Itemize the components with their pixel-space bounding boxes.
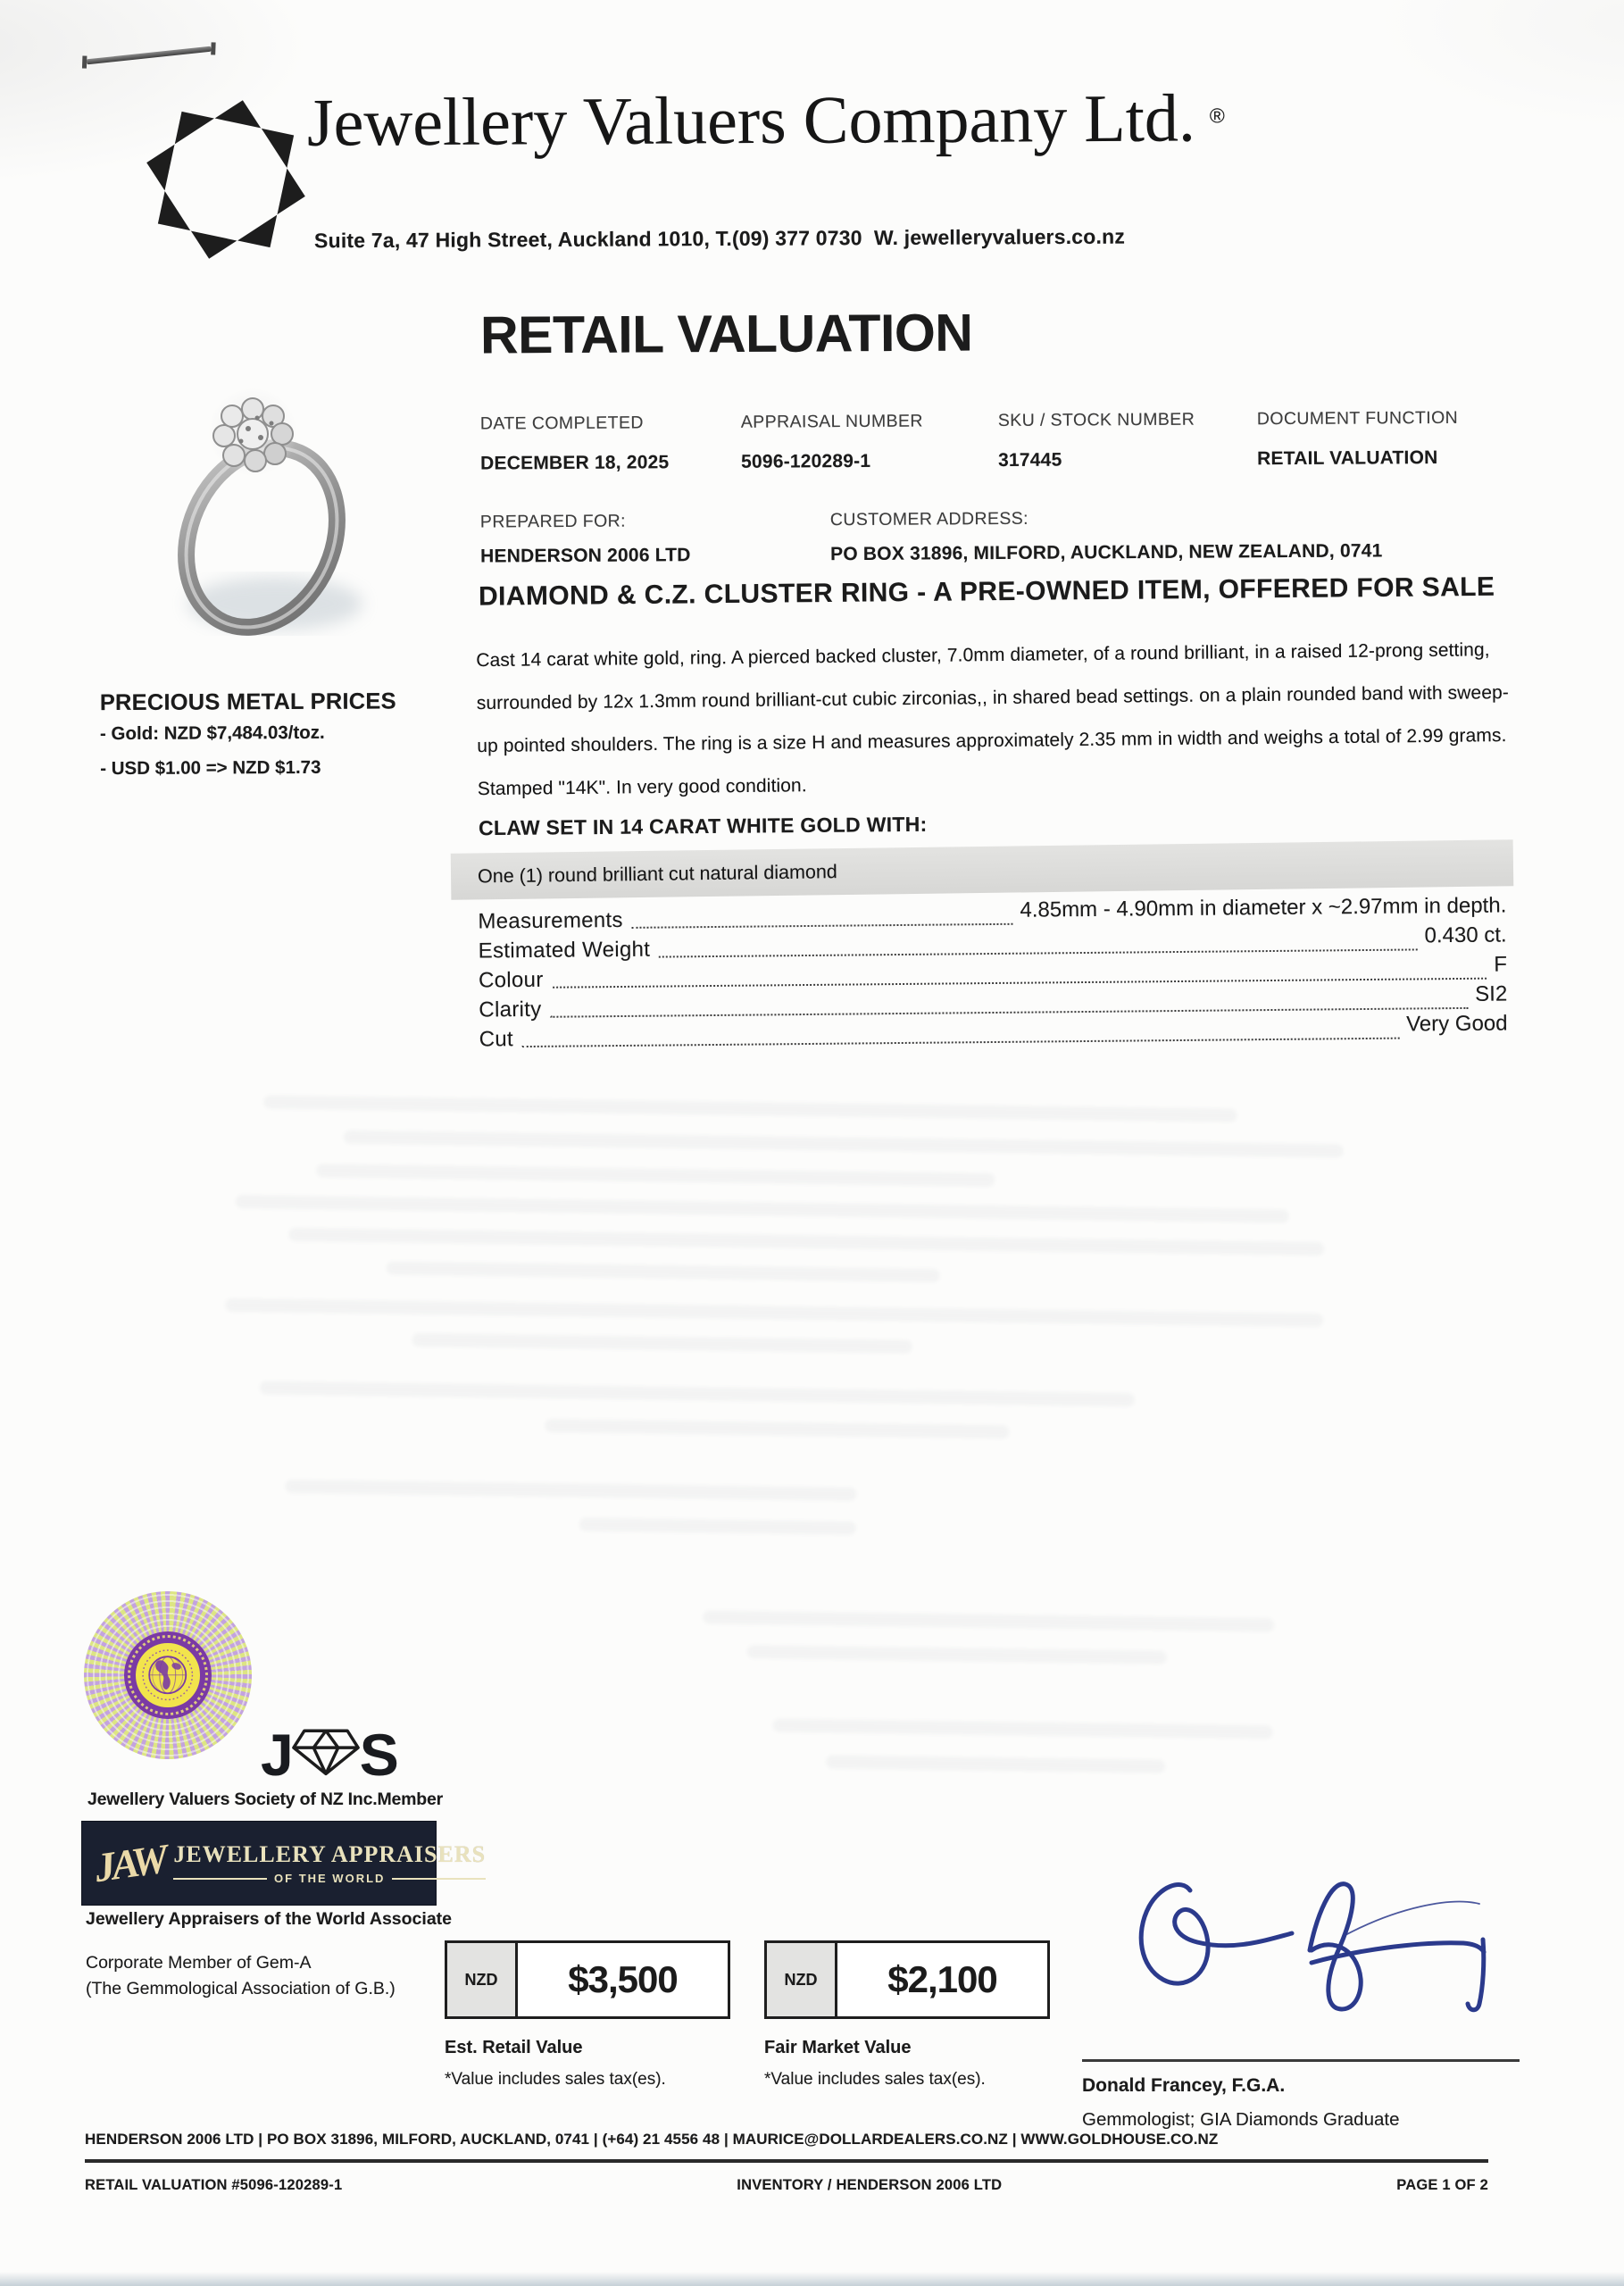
staple-icon <box>81 41 216 73</box>
field-date-completed: DATE COMPLETED DECEMBER 18, 2025 <box>479 413 670 474</box>
signature-line <box>1082 2059 1520 2062</box>
footer-right: PAGE 1 OF 2 <box>1396 2177 1488 2193</box>
fair-market-value-box <box>764 1940 1050 2019</box>
item-description: Cast 14 carat white gold, ring. A pierced backed cluster, 7.0mm diameter, of a round brilliant, in a raised 12-prong setting, surrounded by 12x 1.3mm round brilliant-cut cubic zirconias,, in shared bead settings. on a plain rounded band with sweep-up pointed shoulders. The ring is a size H and measures approximately 2.35 mm in width and weighs a total of 2.99 grams. Stamped "14K". In very good condition. <box>476 639 1510 800</box>
company-address-line: Suite 7a, 47 High Street, Auckland 1010, T.(09) 377 0730 W. jewelleryvaluers.co.nz <box>313 224 1126 253</box>
document-title: RETAIL VALUATION <box>479 303 973 365</box>
signature-image <box>1076 1850 1522 2051</box>
field-sku-stock-number: SKU / STOCK NUMBER 317445 <box>997 409 1195 471</box>
dotted-leader <box>522 1038 1399 1047</box>
stone-section-heading: CLAW SET IN 14 CARAT WHITE GOLD WITH: <box>478 812 928 840</box>
jvs-logo <box>261 1720 397 1788</box>
jaw-subtitle: OF THE WORLD <box>173 1872 486 1885</box>
item-headline: DIAMOND & C.Z. CLUSTER RING - A PRE-OWNED ITEM, OFFERED FOR SALE <box>478 572 1495 612</box>
metal-prices-heading: PRECIOUS METAL PRICES <box>99 688 396 716</box>
document-meta-fields <box>480 407 1520 474</box>
ring-photo-image <box>141 379 400 655</box>
footer-row <box>85 2177 1488 2194</box>
registered-mark: ® <box>1209 104 1225 128</box>
field-prepared-for: PREPARED FOR: HENDERSON 2006 LTD <box>479 511 691 567</box>
footer-left: RETAIL VALUATION #5096-120289-1 <box>85 2177 343 2193</box>
footer-contact-line: HENDERSON 2006 LTD | PO BOX 31896, MILFORD, AUCKLAND, 0741 | (+64) 21 4556 48 | MAURICE@DOLLARDEALERS.CO.NZ | WWW.GOLDHOUSE.CO.NZ <box>85 2131 1219 2148</box>
stone-banner: One (1) round brilliant cut natural diamond <box>451 839 1514 900</box>
table-row: Estimated Weight 0.430 ct. <box>478 922 1507 964</box>
dotted-leader <box>632 923 1013 929</box>
signatory-title: Gemmologist; GIA Diamonds Graduate <box>1082 2109 1400 2130</box>
tax-note: *Value includes sales tax(es). <box>764 2070 986 2089</box>
table-row: Measurements 4.85mm - 4.90mm in diameter x ~2.97mm in depth. <box>478 893 1507 934</box>
table-row: Clarity SI2 <box>479 981 1508 1022</box>
jaw-associate-caption: Jewellery Appraisers of the World Associate <box>86 1909 453 1929</box>
jvs-letter-j: J <box>261 1721 292 1788</box>
field-customer-address: CUSTOMER ADDRESS: PO BOX 31896, MILFORD, AUCKLAND, NEW ZEALAND, 0741 <box>829 508 1383 565</box>
jaw-appraisers-badge <box>82 1822 487 1905</box>
field-document-function: DOCUMENT FUNCTION RETAIL VALUATION <box>1256 407 1459 470</box>
stone-attribute-table <box>478 895 1508 1052</box>
prepared-customer-row <box>480 505 1520 567</box>
gem-a-membership: Corporate Member of Gem-A (The Gemmological Association of G.B.) <box>86 1953 396 1998</box>
table-row: Colour F <box>478 952 1508 993</box>
jvs-diamond-icon <box>287 1720 364 1777</box>
jvs-letter-s: S <box>359 1721 397 1788</box>
jaw-title: JEWELLERY APPRAISERS <box>173 1841 487 1867</box>
page-bleed-through <box>200 1086 1406 1817</box>
field-appraisal-number: APPRAISAL NUMBER 5096-120289-1 <box>740 411 923 472</box>
est-retail-value-box <box>445 1940 730 2019</box>
table-row: Cut Very Good <box>479 1011 1508 1052</box>
est-retail-value-label: Est. Retail Value <box>445 2038 583 2057</box>
tax-note: *Value includes sales tax(es). <box>445 2070 666 2089</box>
fair-market-value-label: Fair Market Value <box>764 2038 912 2057</box>
precious-metal-prices <box>100 688 494 786</box>
currency-cell: NZD <box>767 1943 837 2016</box>
company-name: Jewellery Valuers Company Ltd. ® <box>306 80 1225 161</box>
footer-divider <box>85 2159 1488 2163</box>
fx-rate-line: - USD $1.00 => NZD $1.73 <box>100 756 321 780</box>
jaw-monogram: JAW <box>91 1835 168 1891</box>
signatory-name: Donald Francey, F.G.A. <box>1082 2075 1286 2096</box>
footer-center: INVENTORY / HENDERSON 2006 LTD <box>737 2177 1003 2193</box>
currency-cell: NZD <box>447 1943 518 2016</box>
amount-cell: $3,500 <box>568 1958 678 2000</box>
hologram-seal-icon <box>84 1591 252 1759</box>
company-star-logo-icon <box>130 84 321 275</box>
seal-globe-icon <box>136 1643 199 1706</box>
amount-cell: $2,100 <box>887 1958 997 2000</box>
jvs-membership-caption: Jewellery Valuers Society of NZ Inc.Member <box>87 1790 444 1809</box>
gold-price-line: - Gold: NZD $7,484.03/toz. <box>99 722 325 745</box>
